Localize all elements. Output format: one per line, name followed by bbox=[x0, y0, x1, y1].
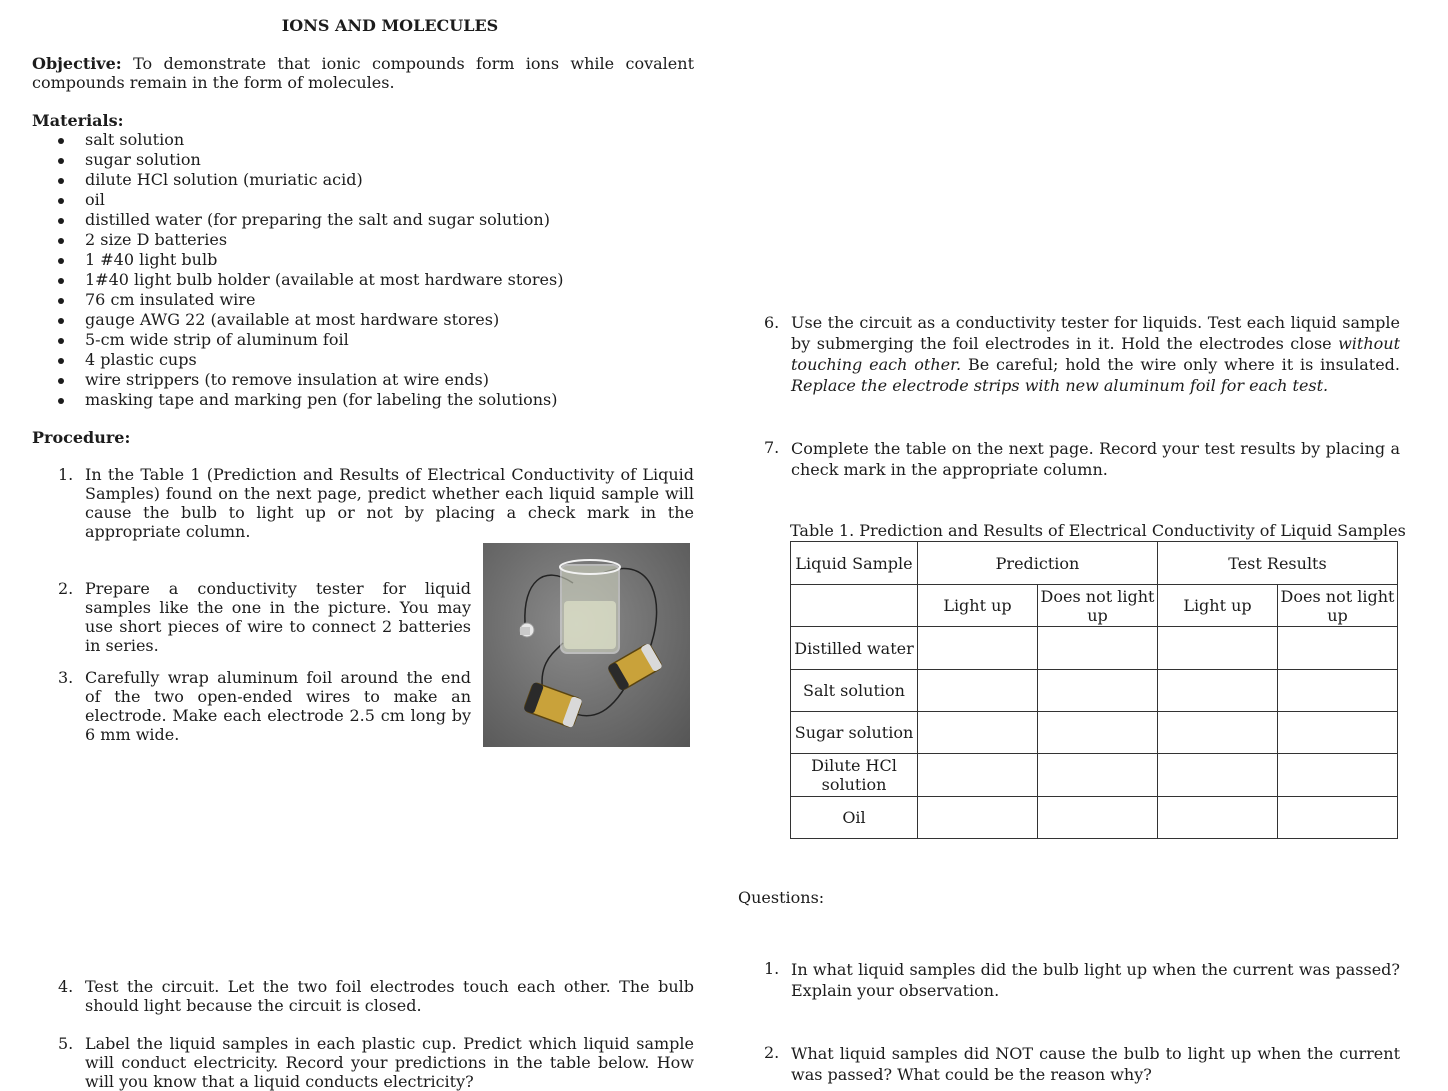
materials-heading: Materials: bbox=[32, 111, 124, 130]
table-cell[interactable] bbox=[1038, 670, 1158, 712]
step-text: Carefully wrap aluminum foil around the end of the two open-ended wires to make an electrode. Make each electrode 2.5 cm long by 6 mm wide. bbox=[85, 668, 471, 744]
step-number: 5. bbox=[58, 1034, 74, 1053]
header-prediction-not-light-up: Does not light up bbox=[1038, 585, 1158, 627]
table-cell[interactable] bbox=[1038, 797, 1158, 839]
list-item: 1 #40 light bulb bbox=[58, 250, 563, 270]
step-text: Test the circuit. Let the two foil electrodes touch each other. The bulb should light because the circuit is closed. bbox=[85, 977, 694, 1015]
table-cell[interactable] bbox=[918, 797, 1038, 839]
questions-heading: Questions: bbox=[738, 888, 825, 907]
step-number: 7. bbox=[764, 438, 780, 457]
conductivity-table bbox=[790, 541, 1398, 839]
step-number: 6. bbox=[764, 313, 780, 332]
table-cell[interactable] bbox=[918, 754, 1038, 797]
step-number: 1. bbox=[58, 465, 74, 484]
table-row bbox=[791, 627, 1398, 670]
list-item: oil bbox=[58, 190, 563, 210]
table-cell[interactable] bbox=[918, 670, 1038, 712]
step-text-part: Be careful; hold the wire only where it is insulated. bbox=[961, 355, 1400, 374]
list-item: 5-cm wide strip of aluminum foil bbox=[58, 330, 563, 350]
table-cell[interactable] bbox=[918, 627, 1038, 670]
table-cell[interactable] bbox=[918, 712, 1038, 754]
table-cell[interactable] bbox=[1158, 627, 1278, 670]
table-cell[interactable] bbox=[1278, 797, 1398, 839]
objective-paragraph bbox=[32, 54, 694, 92]
step-number: 2. bbox=[58, 579, 74, 598]
header-results-not-light-up: Does not light up bbox=[1278, 585, 1398, 627]
list-item: 1#40 light bulb holder (available at most hardware stores) bbox=[58, 270, 563, 290]
objective-label: Objective: bbox=[32, 54, 122, 73]
table-cell[interactable] bbox=[1278, 627, 1398, 670]
header-test-results: Test Results bbox=[1158, 542, 1398, 585]
procedure-step-1 bbox=[58, 465, 694, 541]
conductivity-tester-photo bbox=[483, 543, 690, 747]
list-item: 76 cm insulated wire bbox=[58, 290, 563, 310]
list-item: salt solution bbox=[58, 130, 563, 150]
question-text: What liquid samples did NOT cause the bulb to light up when the current was passed? What could be the reason why? bbox=[791, 1044, 1400, 1084]
row-label: Sugar solution bbox=[791, 712, 918, 754]
list-item: masking tape and marking pen (for labeling the solutions) bbox=[58, 390, 563, 410]
step-text bbox=[791, 312, 1400, 396]
table-cell bbox=[791, 585, 918, 627]
table-cell[interactable] bbox=[1278, 670, 1398, 712]
question-2 bbox=[764, 1043, 1400, 1085]
row-label: Oil bbox=[791, 797, 918, 839]
step-text: Complete the table on the next page. Record your test results by placing a check mark in the appropriate column. bbox=[791, 439, 1400, 479]
header-liquid-sample: Liquid Sample bbox=[791, 542, 918, 585]
procedure-step-3 bbox=[58, 668, 471, 744]
table-row bbox=[791, 754, 1398, 797]
conductivity-tester-illustration bbox=[483, 543, 690, 747]
table-cell[interactable] bbox=[1038, 754, 1158, 797]
table-row bbox=[791, 797, 1398, 839]
procedure-step-7 bbox=[764, 438, 1400, 480]
step-text-emphasis: Replace the electrode strips with new aluminum foil for each test. bbox=[791, 376, 1329, 395]
step-text: Label the liquid samples in each plastic cup. Predict which liquid sample will conduct electricity. Record your predictions in the table below. How will you know that a liquid conducts electricity? bbox=[85, 1034, 694, 1091]
procedure-step-5 bbox=[58, 1034, 694, 1091]
table-row bbox=[791, 712, 1398, 754]
procedure-step-6 bbox=[764, 312, 1400, 396]
row-label: Salt solution bbox=[791, 670, 918, 712]
list-item: dilute HCl solution (muriatic acid) bbox=[58, 170, 563, 190]
table-row bbox=[791, 670, 1398, 712]
question-number: 1. bbox=[764, 959, 780, 978]
materials-list bbox=[58, 130, 563, 410]
table-cell[interactable] bbox=[1158, 754, 1278, 797]
list-item: gauge AWG 22 (available at most hardware stores) bbox=[58, 310, 563, 330]
table-cell[interactable] bbox=[1038, 712, 1158, 754]
procedure-step-4 bbox=[58, 977, 694, 1015]
table-cell[interactable] bbox=[1278, 712, 1398, 754]
table-cell[interactable] bbox=[1278, 754, 1398, 797]
step-text: In the Table 1 (Prediction and Results of Electrical Conductivity of Liquid Samples) found on the next page, predict whether each liquid sample will cause the bulb to light up or not by placing a check mark in the appropriate column. bbox=[85, 465, 694, 541]
row-label: Distilled water bbox=[791, 627, 918, 670]
page-title: IONS AND MOLECULES bbox=[281, 16, 499, 35]
header-results-light-up: Light up bbox=[1158, 585, 1278, 627]
table-cell[interactable] bbox=[1158, 797, 1278, 839]
table-subheader-row bbox=[791, 585, 1398, 627]
table-header-row bbox=[791, 542, 1398, 585]
list-item: distilled water (for preparing the salt and sugar solution) bbox=[58, 210, 563, 230]
question-number: 2. bbox=[764, 1043, 780, 1062]
list-item: 2 size D batteries bbox=[58, 230, 563, 250]
procedure-step-2 bbox=[58, 579, 471, 655]
question-1 bbox=[764, 959, 1400, 1001]
table-caption: Table 1. Prediction and Results of Electrical Conductivity of Liquid Samples bbox=[790, 521, 1406, 540]
table-cell[interactable] bbox=[1038, 627, 1158, 670]
objective-text: To demonstrate that ionic compounds form ions while covalent compounds remain in the form of molecules. bbox=[32, 54, 694, 92]
step-text: Prepare a conductivity tester for liquid samples like the one in the picture. You may use short pieces of wire to connect 2 batteries in series. bbox=[85, 579, 471, 655]
procedure-heading: Procedure: bbox=[32, 428, 131, 447]
question-text: In what liquid samples did the bulb light up when the current was passed? Explain your observation. bbox=[791, 960, 1400, 1000]
list-item: sugar solution bbox=[58, 150, 563, 170]
step-number: 3. bbox=[58, 668, 74, 687]
row-label: Dilute HCl solution bbox=[791, 754, 918, 797]
list-item: wire strippers (to remove insulation at wire ends) bbox=[58, 370, 563, 390]
step-text-part: Use the circuit as a conductivity tester for liquids. Test each liquid sample by submerging the foil electrodes in it. Hold the electrodes close bbox=[791, 313, 1400, 353]
step-number: 4. bbox=[58, 977, 74, 996]
header-prediction: Prediction bbox=[918, 542, 1158, 585]
table-cell[interactable] bbox=[1158, 712, 1278, 754]
header-prediction-light-up: Light up bbox=[918, 585, 1038, 627]
step-text-emphasis: without touching each other. bbox=[791, 334, 1400, 374]
list-item: 4 plastic cups bbox=[58, 350, 563, 370]
table-cell[interactable] bbox=[1158, 670, 1278, 712]
